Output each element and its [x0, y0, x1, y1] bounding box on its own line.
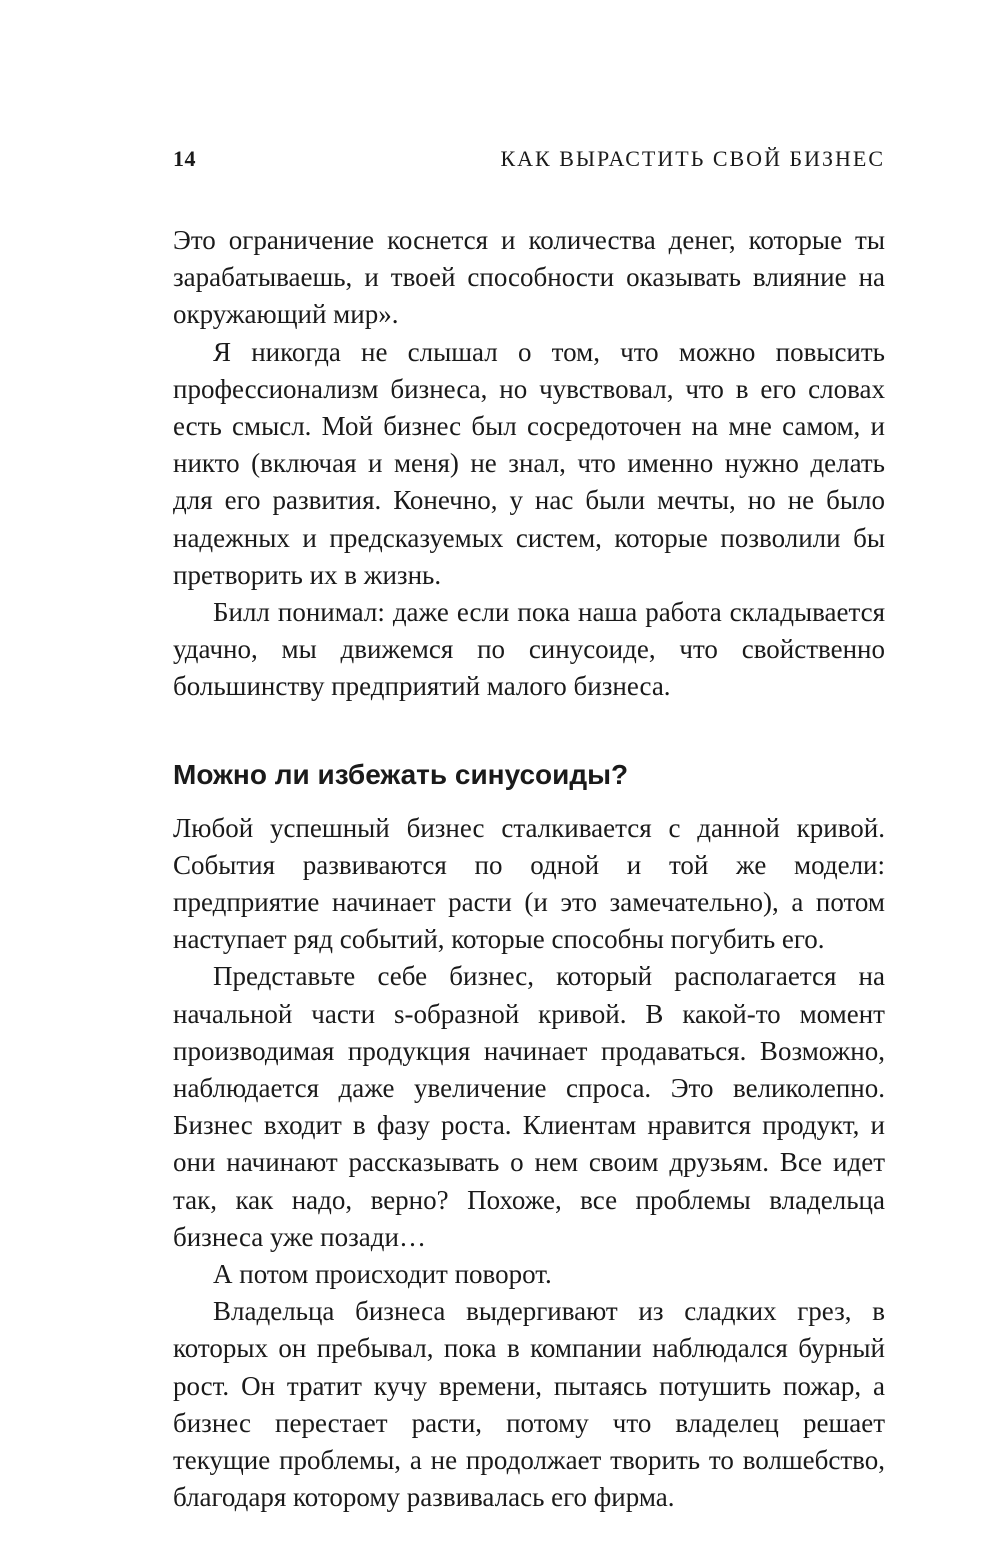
paragraph: Это ограничение коснется и количества денег, которые ты зарабатываешь, и твоей способности оказывать влияние на окружающий мир». — [173, 225, 885, 330]
page-number: 14 — [173, 146, 196, 171]
book-title: КАК ВЫРАСТИТЬ СВОЙ БИЗНЕС — [500, 146, 885, 171]
book-page — [173, 0, 885, 1551]
paragraph: Любой успешный бизнес сталкивается с данной кривой. События развиваются по одной и той же модели: предприятие начинает расти (и это замечательно), а потом наступает ряд событий, которые способны погубить его. — [173, 812, 885, 955]
paragraph: Владельца бизнеса выдергивают из сладких грез, в которых он пребывал, пока в компании наблюдался бурный рост. Он тратит кучу времени, пытаясь потушить пожар, а бизнес перестает расти, потому что владелец решает текущие проблемы, а не продолжает творить то волшебство, благодаря которому развивалась его фирма. — [173, 1296, 885, 1513]
paragraph: Представьте себе бизнес, который располагается на начальной части s-образной кривой. В какой-то момент производимая продукция начинает продаваться. Возможно, наблюдается даже увеличение спроса. Это великолепно. Бизнес входит в фазу роста. Клиентам нравится продукт, и они начинают рассказывать о нем своим друзьям. Все идет так, как надо, верно? Похоже, все проблемы владельца бизнеса уже позади… — [173, 961, 885, 1252]
paragraph: Я никогда не слышал о том, что можно повысить профессионализм бизнеса, но чувствовал, что в его словах есть смысл. Мой бизнес был сосредоточен на мне самом, и никто (включая и меня) не знал, что именно нужно делать для его развития. Конечно, у нас были мечты, но не было надежных и предсказуемых систем, которые позволили бы претворить их в жизнь. — [173, 336, 885, 590]
running-header — [173, 146, 885, 176]
body-text — [173, 222, 885, 1517]
paragraph: Билл понимал: даже если пока наша работа складывается удачно, мы движемся по синусоиде, что свойственно большинству предприятий малого бизнеса. — [173, 597, 885, 702]
section-heading: Можно ли избежать синусоиды? — [173, 758, 629, 790]
paragraph: А потом происходит поворот. — [213, 1259, 552, 1290]
